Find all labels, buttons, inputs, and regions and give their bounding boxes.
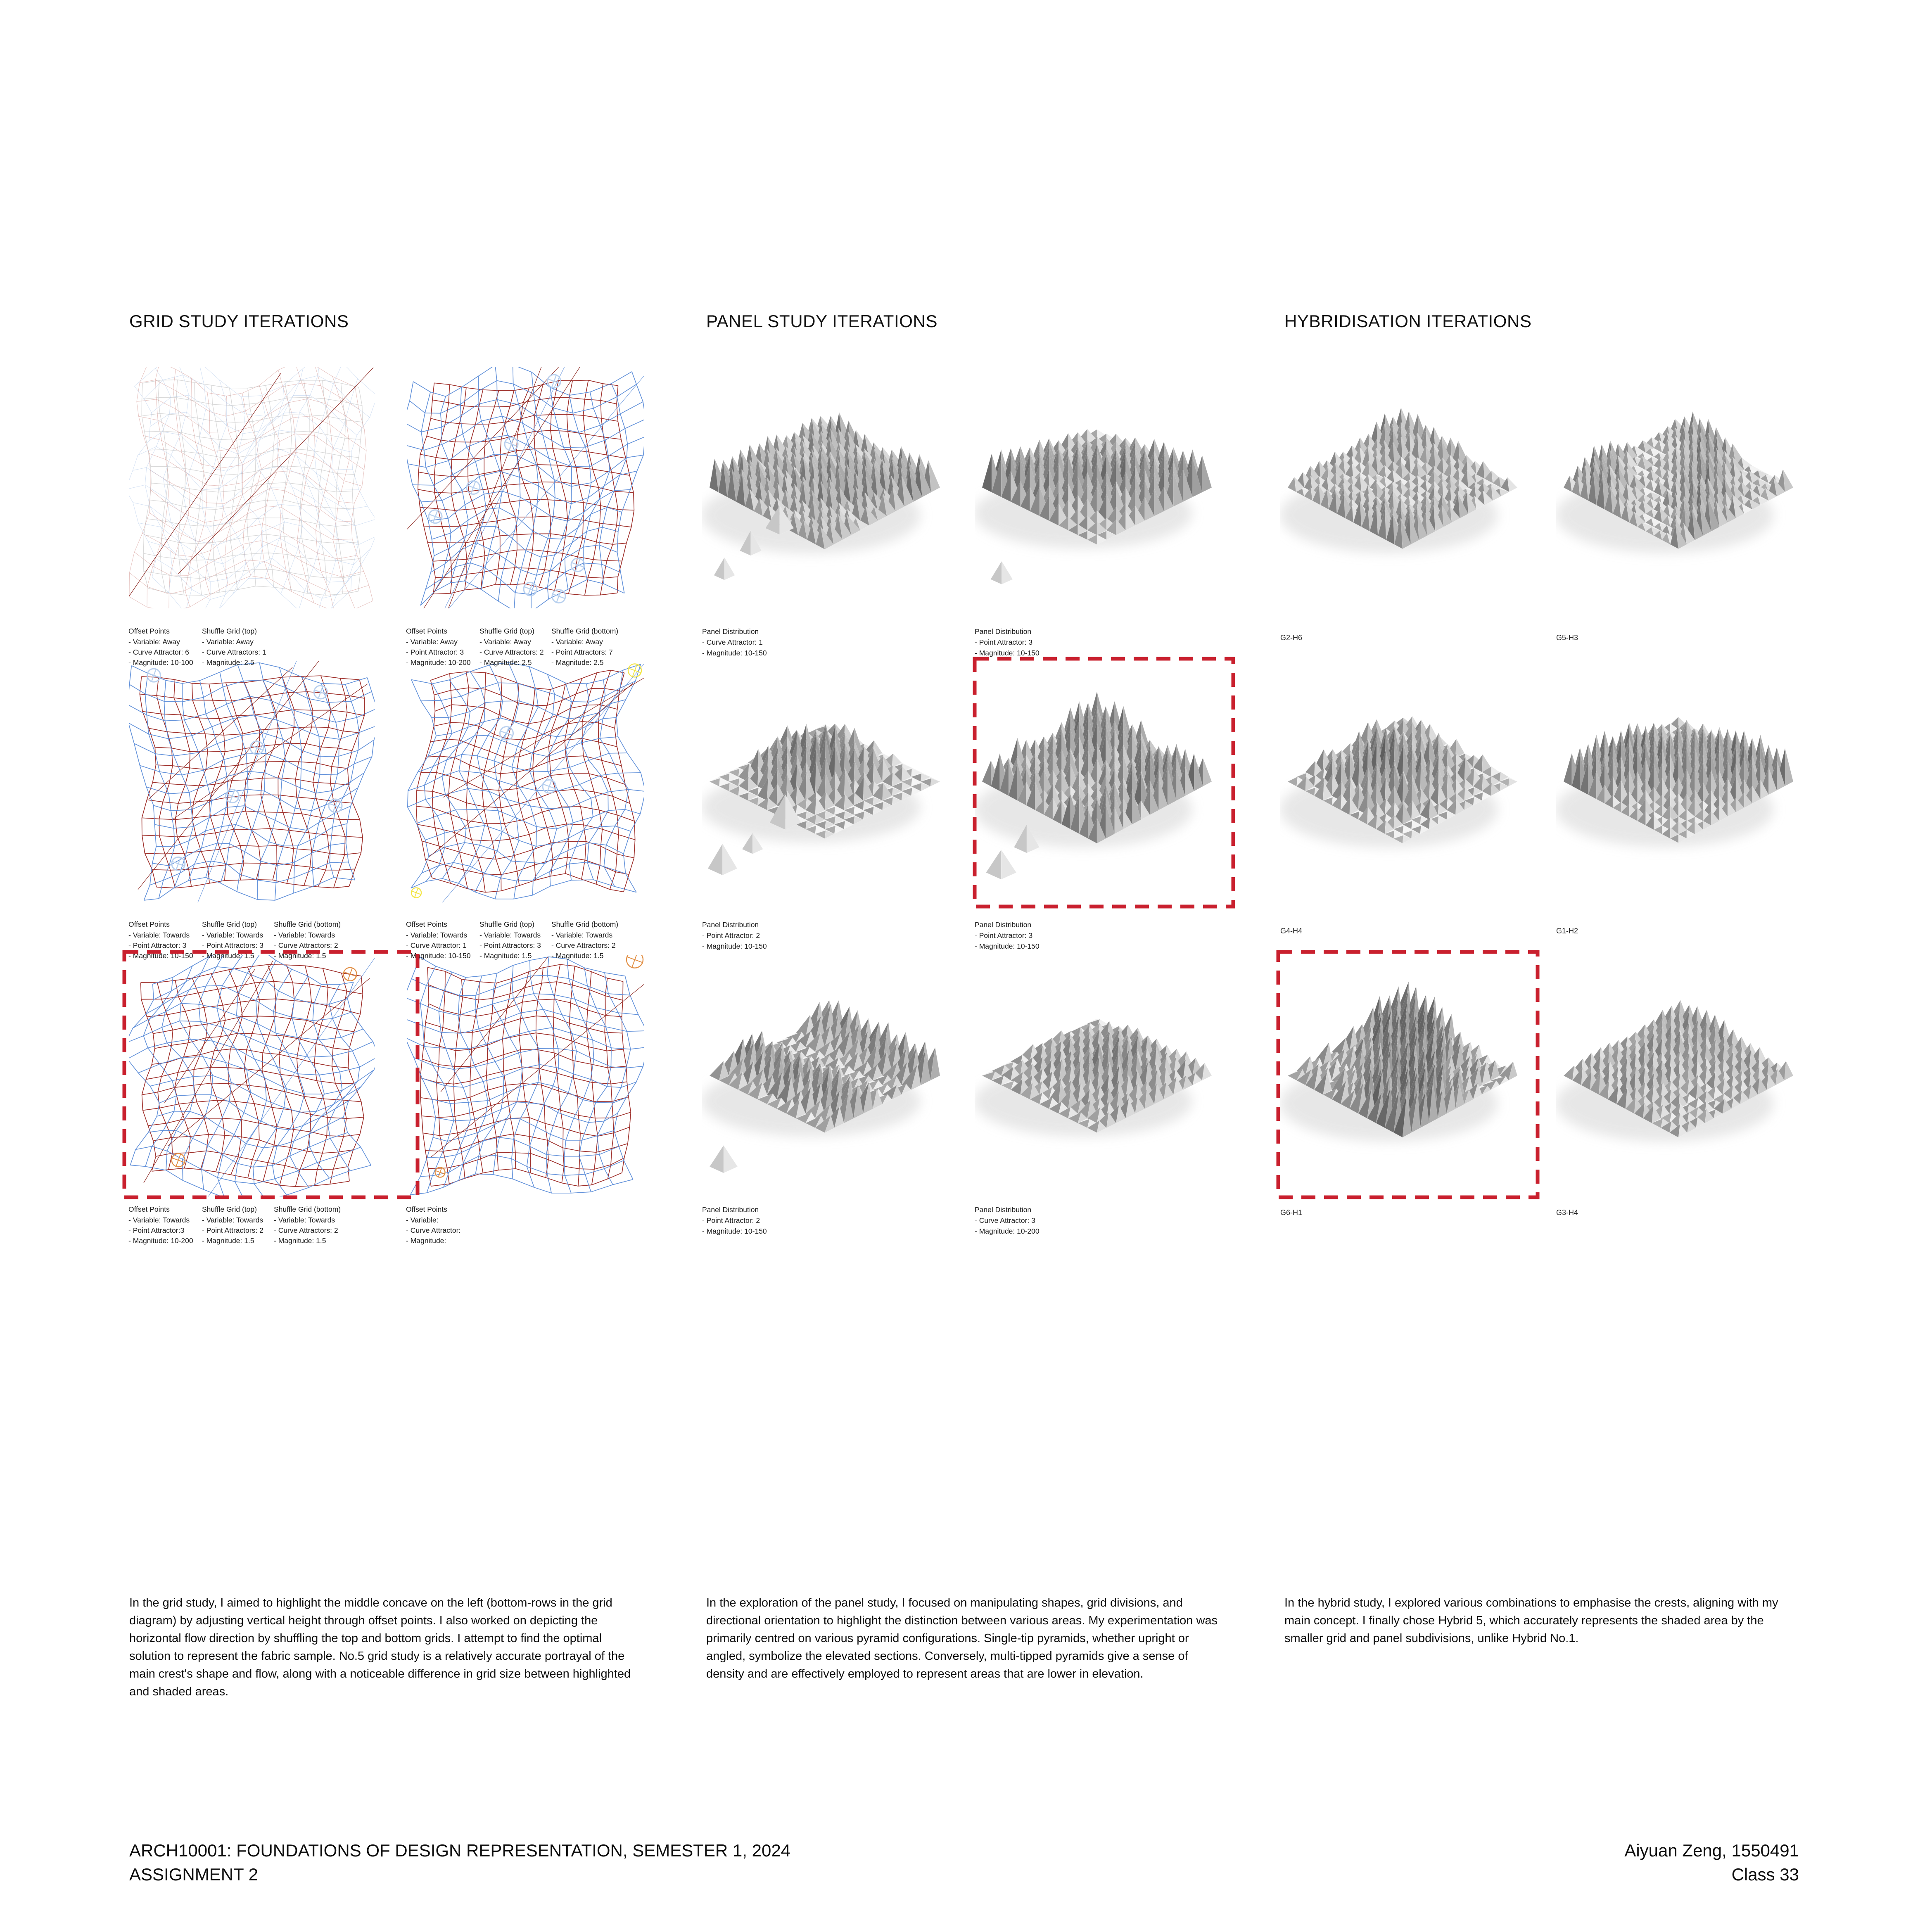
panel-iteration-3-canvas <box>702 661 947 902</box>
panel-iteration-6-canvas <box>975 955 1219 1196</box>
grid-caption-2-column-1 <box>406 626 477 668</box>
grid-caption-1-column-1 <box>128 626 199 668</box>
caption-title: Shuffle Grid (top) <box>479 920 534 928</box>
caption-line: - Curve Attractors: 2 <box>551 941 616 949</box>
panel-caption-6 <box>975 1204 1107 1237</box>
grid-iteration-4-image <box>407 661 644 902</box>
caption-title: Shuffle Grid (top) <box>202 920 257 928</box>
panel-iteration-2-canvas <box>975 367 1219 608</box>
caption-line: - Magnitude: 1.5 <box>274 1237 326 1245</box>
caption-line: - Variable: Towards <box>479 931 541 939</box>
grid-iteration-4-canvas <box>407 661 644 902</box>
caption-line: - Point Attractor: 2 <box>702 931 760 940</box>
panel-iteration-4-canvas <box>975 661 1219 902</box>
caption-line: - Magnitude: 2.5 <box>479 658 532 667</box>
caption-line: - Curve Attractor: <box>406 1226 461 1234</box>
caption-line: - Variable: <box>406 1216 439 1224</box>
hybrid-iteration-5-canvas <box>1280 955 1525 1196</box>
panel-iteration-5-image <box>702 955 947 1196</box>
caption-line: - Magnitude: 2.5 <box>551 658 604 667</box>
caption-line: - Magnitude: 10-150 <box>975 942 1040 950</box>
grid-iteration-1-canvas <box>129 367 375 608</box>
grid-iteration-5-image <box>129 955 375 1196</box>
caption-line: - Variable: Away <box>406 638 458 646</box>
caption-title: Offset Points <box>128 627 170 635</box>
caption-title: Offset Points <box>406 920 447 928</box>
caption-title: Offset Points <box>406 1205 447 1213</box>
panel-iteration-1-image <box>702 367 947 608</box>
caption-line: - Variable: Away <box>551 638 603 646</box>
panel-iteration-2-image <box>975 367 1219 608</box>
footer-author-line: Aiyuan Zeng, 1550491 <box>1624 1841 1799 1860</box>
caption-line: - Magnitude: 1.5 <box>202 1237 254 1245</box>
caption-title: Panel Distribution <box>702 627 759 636</box>
caption-line: - Magnitude: 10-150 <box>128 952 193 960</box>
hybrid-label-1: G2-H6 <box>1280 634 1303 642</box>
caption-title: Offset Points <box>128 1205 170 1213</box>
grid-caption-3-column-2 <box>202 919 273 961</box>
grid-iteration-2-image <box>407 367 644 608</box>
hybrid-label-6: G3-H4 <box>1556 1208 1578 1217</box>
caption-line: - Variable: Away <box>202 638 254 646</box>
hybrid-iteration-4-image <box>1556 661 1801 902</box>
footer-class-line: Class 33 <box>1731 1865 1799 1884</box>
section-title-hybridisation: HYBRIDISATION ITERATIONS <box>1284 311 1532 331</box>
caption-line: - Magnitude: 10-150 <box>406 952 471 960</box>
paragraph-grid-study: In the grid study, I aimed to highlight the middle concave on the left (bottom-rows in the grid diagram) by adjusting vertical height through offset points. I also worked on depicting the horizontal flow direction by shuffling the top and bottom grids. I attempt to find the optimal solution to represent the fabric sample. No.5 grid study is a relatively accurate portrayal of the main crest's shape and flow, along with a noticeable difference in grid size between highlighted and shaded areas. <box>129 1596 631 1698</box>
section-title-grid-study: GRID STUDY ITERATIONS <box>129 311 349 331</box>
hybrid-label-2: G5-H3 <box>1556 634 1578 642</box>
caption-line: - Magnitude: 1.5 <box>479 952 532 960</box>
section-title-panel-study: PANEL STUDY ITERATIONS <box>706 311 938 331</box>
caption-line: - Magnitude: 10-200 <box>128 1237 193 1245</box>
caption-line: - Variable: Towards <box>128 1216 190 1224</box>
panel-caption-3 <box>702 919 834 952</box>
caption-line: - Curve Attractor: 3 <box>975 1216 1035 1225</box>
caption-line: - Point Attractors: 7 <box>551 648 613 656</box>
panel-caption-2 <box>975 626 1107 658</box>
caption-title: Panel Distribution <box>975 921 1032 929</box>
caption-line: - Point Attractor: 3 <box>975 638 1033 646</box>
grid-caption-4-column-1 <box>406 919 477 961</box>
footer-course-block <box>129 1839 790 1887</box>
caption-line: - Point Attractor: 3 <box>975 931 1033 940</box>
caption-line: - Variable: Towards <box>274 931 335 939</box>
footer-assignment-line: ASSIGNMENT 2 <box>129 1865 258 1884</box>
grid-caption-2-column-2 <box>479 626 551 668</box>
grid-caption-1-column-2 <box>202 626 273 668</box>
grid-caption-5-column-1 <box>128 1204 199 1246</box>
caption-line: - Curve Attractors: 2 <box>479 648 544 656</box>
caption-line: - Point Attractor:3 <box>128 1226 185 1234</box>
caption-line: - Point Attractor: 3 <box>406 648 464 656</box>
caption-line: - Point Attractors: 3 <box>202 941 263 949</box>
caption-line: - Variable: Towards <box>551 931 613 939</box>
caption-line: - Magnitude: <box>406 1237 446 1245</box>
caption-line: - Magnitude: 10-150 <box>975 649 1040 657</box>
grid-iteration-3-canvas <box>129 661 375 902</box>
paragraph-panel-study: In the exploration of the panel study, I focused on manipulating shapes, grid divisions, and directional orientation to highlight the distinction between various areas. My experimentation was primarily centred on various pyramid configurations. Single-tip pyramids, whether upright or angled, symbolize the elevated sections. Conversely, multi-tipped pyramids give a sense of density and are effectively employed to represent areas that are lower in elevation. <box>706 1596 1218 1680</box>
caption-title: Shuffle Grid (top) <box>202 1205 257 1213</box>
caption-line: - Magnitude: 10-150 <box>702 942 767 950</box>
caption-title: Shuffle Grid (bottom) <box>274 920 341 928</box>
caption-title: Shuffle Grid (bottom) <box>551 627 619 635</box>
caption-title: Panel Distribution <box>975 627 1032 636</box>
caption-title: Panel Distribution <box>975 1206 1032 1214</box>
caption-title: Shuffle Grid (top) <box>202 627 257 635</box>
hybrid-iteration-3-canvas <box>1280 661 1525 902</box>
grid-iteration-3-image <box>129 661 375 902</box>
grid-iteration-5-canvas <box>129 955 375 1196</box>
hybrid-iteration-3-image <box>1280 661 1525 902</box>
panel-caption-5 <box>702 1204 834 1237</box>
grid-caption-5-column-3 <box>274 1204 345 1246</box>
caption-title: Offset Points <box>406 627 447 635</box>
caption-title: Shuffle Grid (bottom) <box>274 1205 341 1213</box>
grid-caption-4-column-2 <box>479 919 551 961</box>
grid-caption-3-column-3 <box>274 919 345 961</box>
grid-iteration-6-image <box>407 955 644 1196</box>
hybrid-label-5: G6-H1 <box>1280 1208 1303 1217</box>
grid-iteration-1-image <box>129 367 375 608</box>
caption-line: - Point Attractors: 2 <box>202 1226 263 1234</box>
caption-title: Panel Distribution <box>702 1206 759 1214</box>
panel-iteration-3-image <box>702 661 947 902</box>
hybrid-iteration-6-image <box>1556 955 1801 1196</box>
caption-line: - Variable: Towards <box>274 1216 335 1224</box>
hybrid-label-4: G1-H2 <box>1556 927 1578 935</box>
hybrid-iteration-4-canvas <box>1556 661 1801 902</box>
caption-title: Shuffle Grid (top) <box>479 627 534 635</box>
caption-title: Shuffle Grid (bottom) <box>551 920 619 928</box>
hybrid-label-3: G4-H4 <box>1280 927 1303 935</box>
caption-title: Offset Points <box>128 920 170 928</box>
panel-caption-1 <box>702 626 834 658</box>
hybrid-iteration-1-canvas <box>1280 367 1525 608</box>
grid-caption-3-column-1 <box>128 919 199 961</box>
paragraph-hybrid-study: In the hybrid study, I explored various combinations to emphasise the crests, aligning with my main concept. I finally chose Hybrid 5, which accurately represents the shaded area by the smaller grid and panel subdivisions, unlike Hybrid No.1. <box>1284 1596 1778 1645</box>
grid-caption-2-column-3 <box>551 626 622 668</box>
caption-line: - Variable: Towards <box>202 1216 263 1224</box>
caption-line: - Magnitude: 10-150 <box>702 1227 767 1235</box>
caption-line: - Magnitude: 2.5 <box>202 658 254 667</box>
caption-line: - Variable: Towards <box>406 931 468 939</box>
grid-iteration-2-canvas <box>407 367 644 608</box>
caption-line: - Magnitude: 1.5 <box>202 952 254 960</box>
caption-line: - Point Attractors: 3 <box>479 941 541 949</box>
caption-line: - Curve Attractors: 2 <box>274 941 338 949</box>
caption-line: - Magnitude: 10-100 <box>128 658 193 667</box>
caption-line: - Curve Attractor: 1 <box>702 638 763 646</box>
footer-author-block <box>1624 1839 1799 1887</box>
caption-line: - Magnitude: 10-200 <box>406 658 471 667</box>
caption-line: - Variable: Away <box>479 638 531 646</box>
grid-caption-6-column-1 <box>406 1204 477 1246</box>
caption-line: - Point Attractor: 2 <box>702 1216 760 1225</box>
caption-line: - Point Attractor: 3 <box>128 941 187 949</box>
hybrid-iteration-5-image <box>1280 955 1525 1196</box>
caption-line: - Magnitude: 1.5 <box>274 952 326 960</box>
caption-line: - Curve Attractors: 1 <box>202 648 266 656</box>
grid-caption-5-column-2 <box>202 1204 273 1246</box>
grid-iteration-6-canvas <box>407 955 644 1196</box>
caption-line: - Magnitude: 1.5 <box>551 952 604 960</box>
caption-title: Panel Distribution <box>702 921 759 929</box>
grid-caption-4-column-3 <box>551 919 622 961</box>
footer-course-line: ARCH10001: FOUNDATIONS OF DESIGN REPRESENTATION, SEMESTER 1, 2024 <box>129 1841 791 1860</box>
hybrid-iteration-6-canvas <box>1556 955 1801 1196</box>
caption-line: - Curve Attractor: 6 <box>128 648 189 656</box>
hybrid-iteration-2-canvas <box>1556 367 1801 608</box>
hybrid-iteration-2-image <box>1556 367 1801 608</box>
caption-line: - Variable: Away <box>128 638 180 646</box>
caption-line: - Variable: Towards <box>128 931 190 939</box>
caption-line: - Magnitude: 10-200 <box>975 1227 1040 1235</box>
panel-caption-4 <box>975 919 1107 952</box>
panel-iteration-5-canvas <box>702 955 947 1196</box>
panel-iteration-6-image <box>975 955 1219 1196</box>
panel-iteration-4-image <box>975 661 1219 902</box>
caption-line: - Magnitude: 10-150 <box>702 649 767 657</box>
caption-line: - Curve Attractor: 1 <box>406 941 467 949</box>
hybrid-iteration-1-image <box>1280 367 1525 608</box>
caption-line: - Variable: Towards <box>202 931 263 939</box>
caption-line: - Curve Attractors: 2 <box>274 1226 338 1234</box>
panel-iteration-1-canvas <box>702 367 947 608</box>
